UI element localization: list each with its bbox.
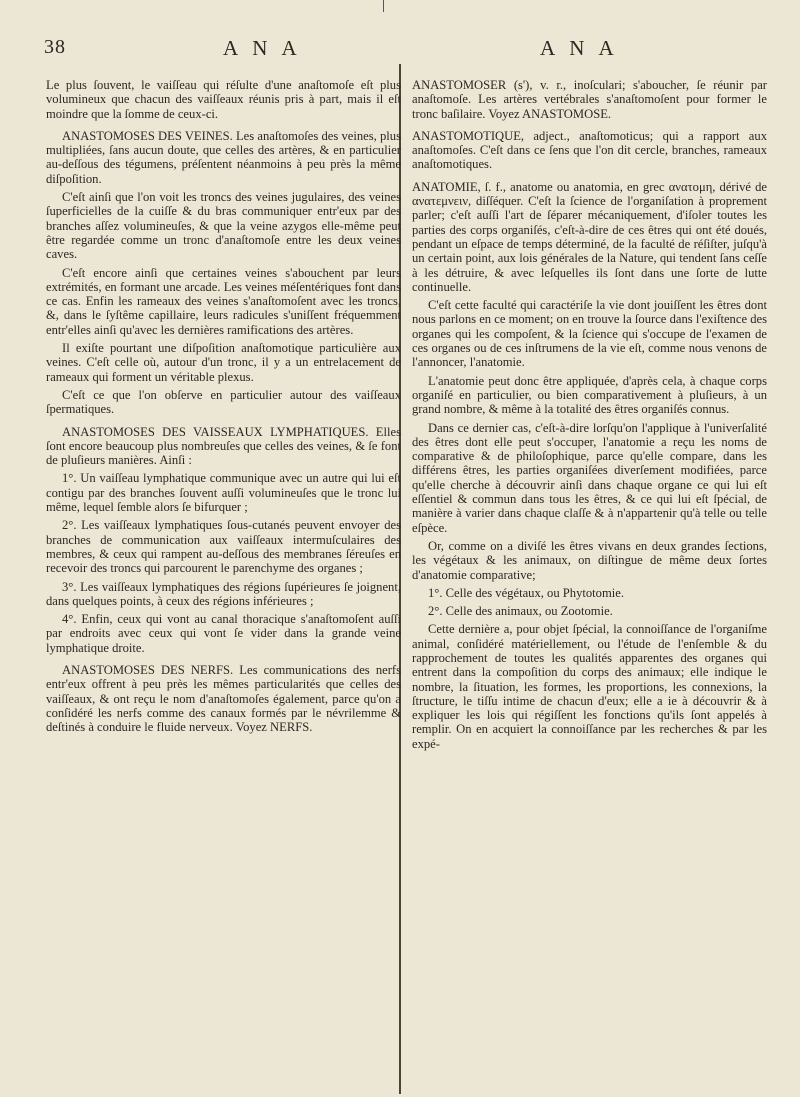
top-fold-mark bbox=[383, 0, 384, 12]
paragraph: Cette dernière a, pour objet ſpécial, la connoiſſance de l'organiſme animal, conſidéré matériellement, ou l'étude de l'enſemble & du rapprochement de toutes les qualités apparentes des organes qui entrent dans la compoſition du corps des animaux; elle indique le nombre, la ſituation, les formes, les proportions, les connexions, la ſtructure, le tiſſu intime de chacun d'eux; elle a ie à découvrir & à expliquer les lois qui régiſſent les fonctions qu'ils ſont appelés à remplir. On en acquiert la connoiſſance par les recherches & par les expé- bbox=[412, 622, 767, 751]
paragraph: 3°. Les vaiſſeaux lymphatiques des régions ſupérieures ſe joignent, dans quelques points, à ceux des régions inférieures ; bbox=[46, 579, 401, 608]
entry-anastomoser: ANASTOMOSER (s'), v. r., inoſculari; s'aboucher, ſe réunir par anaſtomoſe. Les artères vertébrales s'anaſtomoſent pour former le tronc baſilaire. Voyez ANASTOMOSE. bbox=[412, 78, 767, 121]
left-column bbox=[46, 78, 401, 738]
paragraph: C'eſt ce que l'on obſerve en particulier autour des vaiſſeaux ſpermatiques. bbox=[46, 387, 401, 417]
right-running-head: A N A bbox=[540, 36, 619, 60]
paragraph: 1°. Un vaiſſeau lymphatique communique avec un autre qui lui eſt contigu par des branches ſouvent auſſi volumineuſes que le tronc lui même, lequel ſemble alors ſe bifurquer ; bbox=[46, 471, 401, 515]
page-number: 38 bbox=[44, 36, 66, 58]
paragraph: L'anatomie peut donc être appliquée, d'après cela, à chaque corps organiſé en particulier, ou bien comparativement à pluſieurs, à un grand nombre, & même à la totalité des êtres organiſés connus. bbox=[412, 373, 767, 417]
paragraph-anastomoses-nerfs: ANASTOMOSES DES NERFS. Les communications des nerfs entr'eux offrent à peu près les mêmes particularités que celles des vaiſſeaux, & ont reçu le nom d'anaſtomoſes également, parce qu'on a conſidéré les nerfs comme des canaux formés par le névrilemme & deſtinés à conduire le fluide nerveux. Voyez NERFS. bbox=[46, 662, 401, 735]
paragraph: Or, comme on a diviſé les êtres vivans en deux grandes ſections, les végétaux & les animaux, on diſtingue de même deux ſortes d'anatomie comparative; bbox=[412, 538, 767, 582]
paragraph: Il exiſte pourtant une diſpoſition anaſtomotique particulière aux veines. C'eſt celle où, autour d'un tronc, il y a un entrelacement de rameaux qui forment un véritable plexus. bbox=[46, 341, 401, 384]
list-item: 1°. Celle des végétaux, ou Phytotomie. bbox=[428, 585, 625, 600]
paragraph: C'eſt cette faculté qui caractériſe la vie dont jouiſſent les êtres dont nous parlons en ce moment; on en trouve la ſource dans l'exiſtence des organes qui les compoſent, & la ſcience qui s'occupe de l'examen de ces organes ou de ces inſtrumens de la vie eſt, comme nous venons de l'annoncer, l'anatomie. bbox=[412, 298, 767, 370]
paragraph: Dans ce dernier cas, c'eſt-à-dire lorſqu'on l'applique à l'univerſalité des êtres dont elle peut s'occuper, l'anatomie a reçu les noms de comparative & de philoſophique, parce qu'elle compare, dans les différens êtres, les parties organiſées diverſement modifiées, parce qu'elle cherche à découvrir ainſi dans chaque organe ce qui lui eſt eſſentiel & commun dans tous les êtres, & ce qui lui eſt ſpécial, de manière à varier dans chaque claſſe & à n'appartenir qu'à telle ou telle eſpèce. bbox=[412, 420, 767, 535]
right-column bbox=[412, 78, 767, 755]
left-running-head: A N A bbox=[223, 36, 302, 60]
list-item: 2°. Celle des animaux, ou Zootomie. bbox=[428, 604, 613, 619]
paragraph-anastomoses-lymphatiques: ANASTOMOSES DES VAISSEAUX LYMPHATIQUES. Elles ſont encore beaucoup plus nombreuſes que celles des veines, & ſe font de pluſieurs manières. Ainſi : bbox=[46, 424, 401, 468]
paragraph: Le plus ſouvent, le vaiſſeau qui réſulte d'une anaſtomoſe eſt plus volumineux que chacun des vaiſſeaux réunis pris à part, mais il eſt moindre que la ſomme de ceux-ci. bbox=[46, 78, 401, 121]
entry-anatomie: ANATOMIE, ſ. f., anatome ou anatomia, en grec ανατομη, dérivé de ανατεμνειν, diſſéquer. C'eſt la ſcience de l'organiſation à proprement parler; c'eſt auſſi l'art de ſéparer mécaniquement, d'iſoler toutes les parties des corps organiſés, c'eſt-à-dire de ces êtres qui ont été doués, pendant un eſpace de temps déterminé, de la faculté de réſiſter, juſqu'à un certain point, aux lois générales de la Nature, qui tendent ſans ceſſe à les détruire, & avec leſquelles ils ſont dans une ſorte de lutte continuelle. bbox=[412, 179, 767, 294]
paragraph: 4°. Enfin, ceux qui vont au canal thoracique s'anaſtomoſent auſſi par endroits avec ceux qui vont ſe vider dans la grande veine lymphatique droite. bbox=[46, 612, 401, 655]
paragraph: C'eſt encore ainſi que certaines veines s'abouchent par leurs extrémités, en formant une arcade. Les veines méſentériques font dans ce cas. Enfin les rameaux des veines s'anaſtomoſent avec les troncs, &, dans le ſyſtême capillaire, leurs radicules s'uniſſent fréquemment entr'elles ainſi qu'avec les dernières ramifications des artères. bbox=[46, 265, 401, 337]
paragraph: C'eſt ainſi que l'on voit les troncs des veines jugulaires, des veines ſuperficielles de la cuiſſe & du bras communiquer entr'eux par des branches aſſez volumineuſes, & que la veine azygos elle-même peut être regardée comme un tronc d'anaſtomoſe entre les deux veines caves. bbox=[46, 190, 401, 262]
entry-anastomotique: ANASTOMOTIQUE, adject., anaſtomoticus; qui a rapport aux anaſtomoſes. C'eſt dans ce ſens que l'on dit cercle, branches, rameaux anaſtomotiques. bbox=[412, 128, 767, 172]
paragraph: 2°. Les vaiſſeaux lymphatiques ſous-cutanés peuvent envoyer des branches de communication aux vaiſſeaux intermuſculaires des membres, & ceux qui rampent au-deſſous des membranes ſéreuſes en recevoir des troncs qui parcourent le parenchyme des organes ; bbox=[46, 518, 401, 576]
paragraph-anastomoses-veines: ANASTOMOSES DES VEINES. Les anaſtomoſes des veines, plus multipliées, ſans aucun doute, que celles des artères, & en particulier au-deſſous des tégumens, préſentent néanmoins à peu près la même diſpoſition. bbox=[46, 128, 401, 186]
